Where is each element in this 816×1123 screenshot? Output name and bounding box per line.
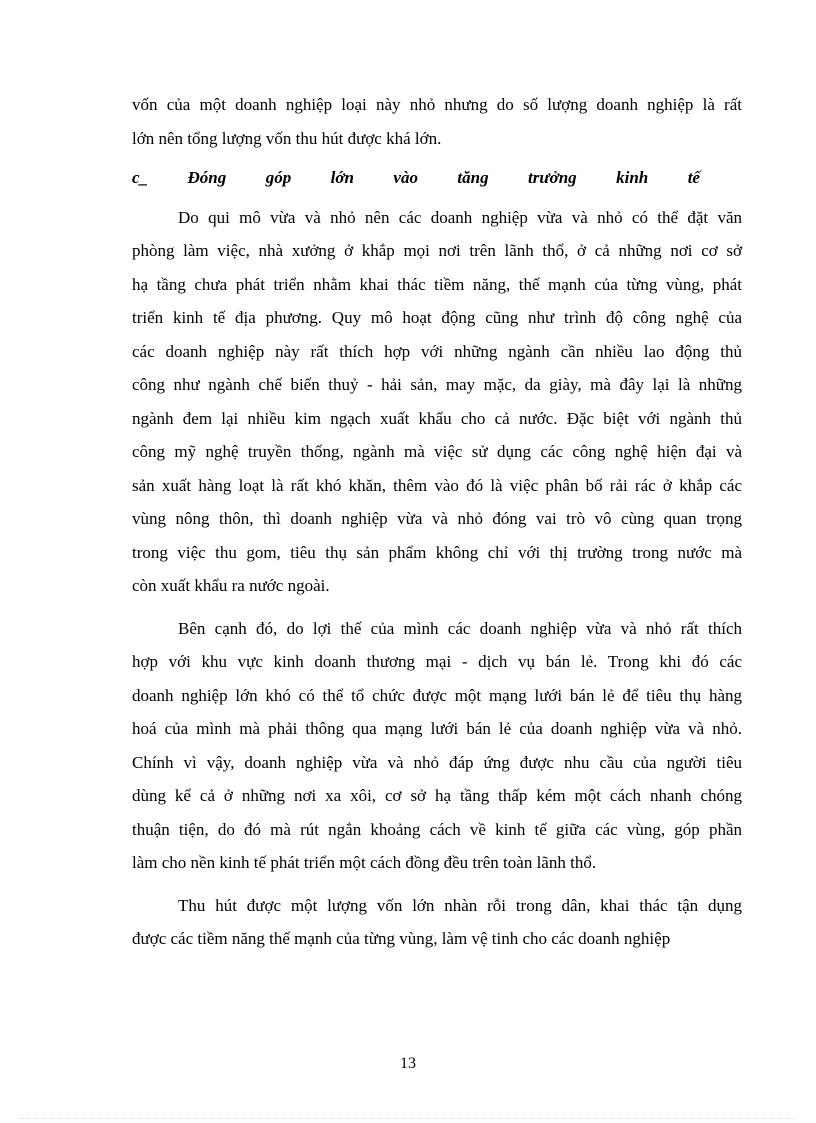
text-line: Do qui mô vừa và nhỏ nên các doanh nghiệp vừa và nhỏ có thể đặt văn <box>178 207 742 227</box>
text-line: dùng kể cả ở những nơi xa xôi, cơ sở hạ tầng thấp kém một cách nhanh chóng <box>132 786 742 805</box>
heading-word: tế <box>687 168 700 187</box>
heading-word: tăng <box>457 168 489 187</box>
text-line: ngành đem lại nhiều kim ngạch xuất khẩu cho cả nước. Đặc biệt với ngành thủ <box>132 408 742 428</box>
text-line: công mỹ nghệ truyền thống, ngành mà việc sử dụng các công nghệ hiện đại và <box>132 442 742 461</box>
text-line: hạ tầng chưa phát triển nhằm khai thác tiềm năng, thế mạnh của từng vùng, phát <box>132 274 742 294</box>
page-number: 13 <box>400 1055 416 1072</box>
text-line: Chính vì vậy, doanh nghiệp vừa và nhỏ đáp ứng được nhu cầu của người tiêu <box>132 752 742 772</box>
text-line: hợp với khu vực kinh doanh thương mại - dịch vụ bán lẻ. Trong khi đó các <box>132 652 742 671</box>
text-line: còn xuất khẩu ra nước ngoài. <box>132 576 330 595</box>
heading-word: Đóng <box>187 168 227 187</box>
heading-word: vào <box>393 168 418 187</box>
intro-paragraph <box>132 88 742 155</box>
text-line: phòng làm việc, nhà xưởng ở khắp mọi nơi trên lãnh thổ, ở cả những nơi cơ sở <box>132 241 742 260</box>
paragraph-3 <box>132 889 742 956</box>
text-line: được các tiềm năng thế mạnh của từng vùng, làm vệ tinh cho các doanh nghiệp <box>132 929 671 948</box>
page-border-divider <box>20 1118 796 1119</box>
page-body <box>132 88 742 956</box>
text-line: vốn của một doanh nghiệp loại này nhỏ nhưng do số lượng doanh nghiệp là rất <box>132 95 742 114</box>
text-line: Bên cạnh đó, do lợi thế của mình các doanh nghiệp vừa và nhỏ rất thích <box>178 618 742 638</box>
text-line: làm cho nền kinh tế phát triển một cách đồng đều trên toàn lãnh thổ. <box>132 853 597 872</box>
text-line: hoá của mình mà phải thông qua mạng lưới bán lẻ của doanh nghiệp vừa và nhỏ. <box>132 719 742 738</box>
text-line: doanh nghiệp lớn khó có thể tổ chức được một mạng lưới bán lẻ để tiêu thụ hàng <box>132 685 742 705</box>
heading-word: c_ <box>132 168 149 187</box>
text-line: trong việc thu gom, tiêu thụ sản phẩm không chỉ với thị trường trong nước mà <box>132 542 742 562</box>
text-line: Thu hút được một lượng vốn lớn nhàn rỗi trong dân, khai thác tận dụng <box>178 895 742 915</box>
section-heading <box>132 161 742 195</box>
text-line: công như ngành chế biến thuỷ - hải sản, may mặc, da giày, mà đây lại là những <box>132 375 742 394</box>
paragraph-2 <box>132 612 742 880</box>
text-line: sản xuất hàng loạt là rất khó khăn, thêm vào đó là việc phân bố rải rác ở khắp các <box>132 475 742 495</box>
text-line: triển kinh tế địa phương. Quy mô hoạt động cũng như trình độ công nghệ của <box>132 308 742 327</box>
text-line: vùng nông thôn, thì doanh nghiệp vừa và nhỏ đóng vai trò vô cùng quan trọng <box>132 509 742 528</box>
heading-word: trưởng <box>528 168 577 187</box>
heading-word: lớn <box>330 168 354 187</box>
heading-word: kinh <box>616 168 649 187</box>
text-line: các doanh nghiệp này rất thích hợp với những ngành cần nhiều lao động thủ <box>132 341 742 361</box>
paragraph-1 <box>132 201 742 603</box>
text-line: lớn nên tổng lượng vốn thu hút được khá lớn. <box>132 128 442 148</box>
text-line: thuận tiện, do đó mà rút ngắn khoảng cách về kinh tế giữa các vùng, góp phần <box>132 819 742 839</box>
heading-word: góp <box>265 168 292 187</box>
